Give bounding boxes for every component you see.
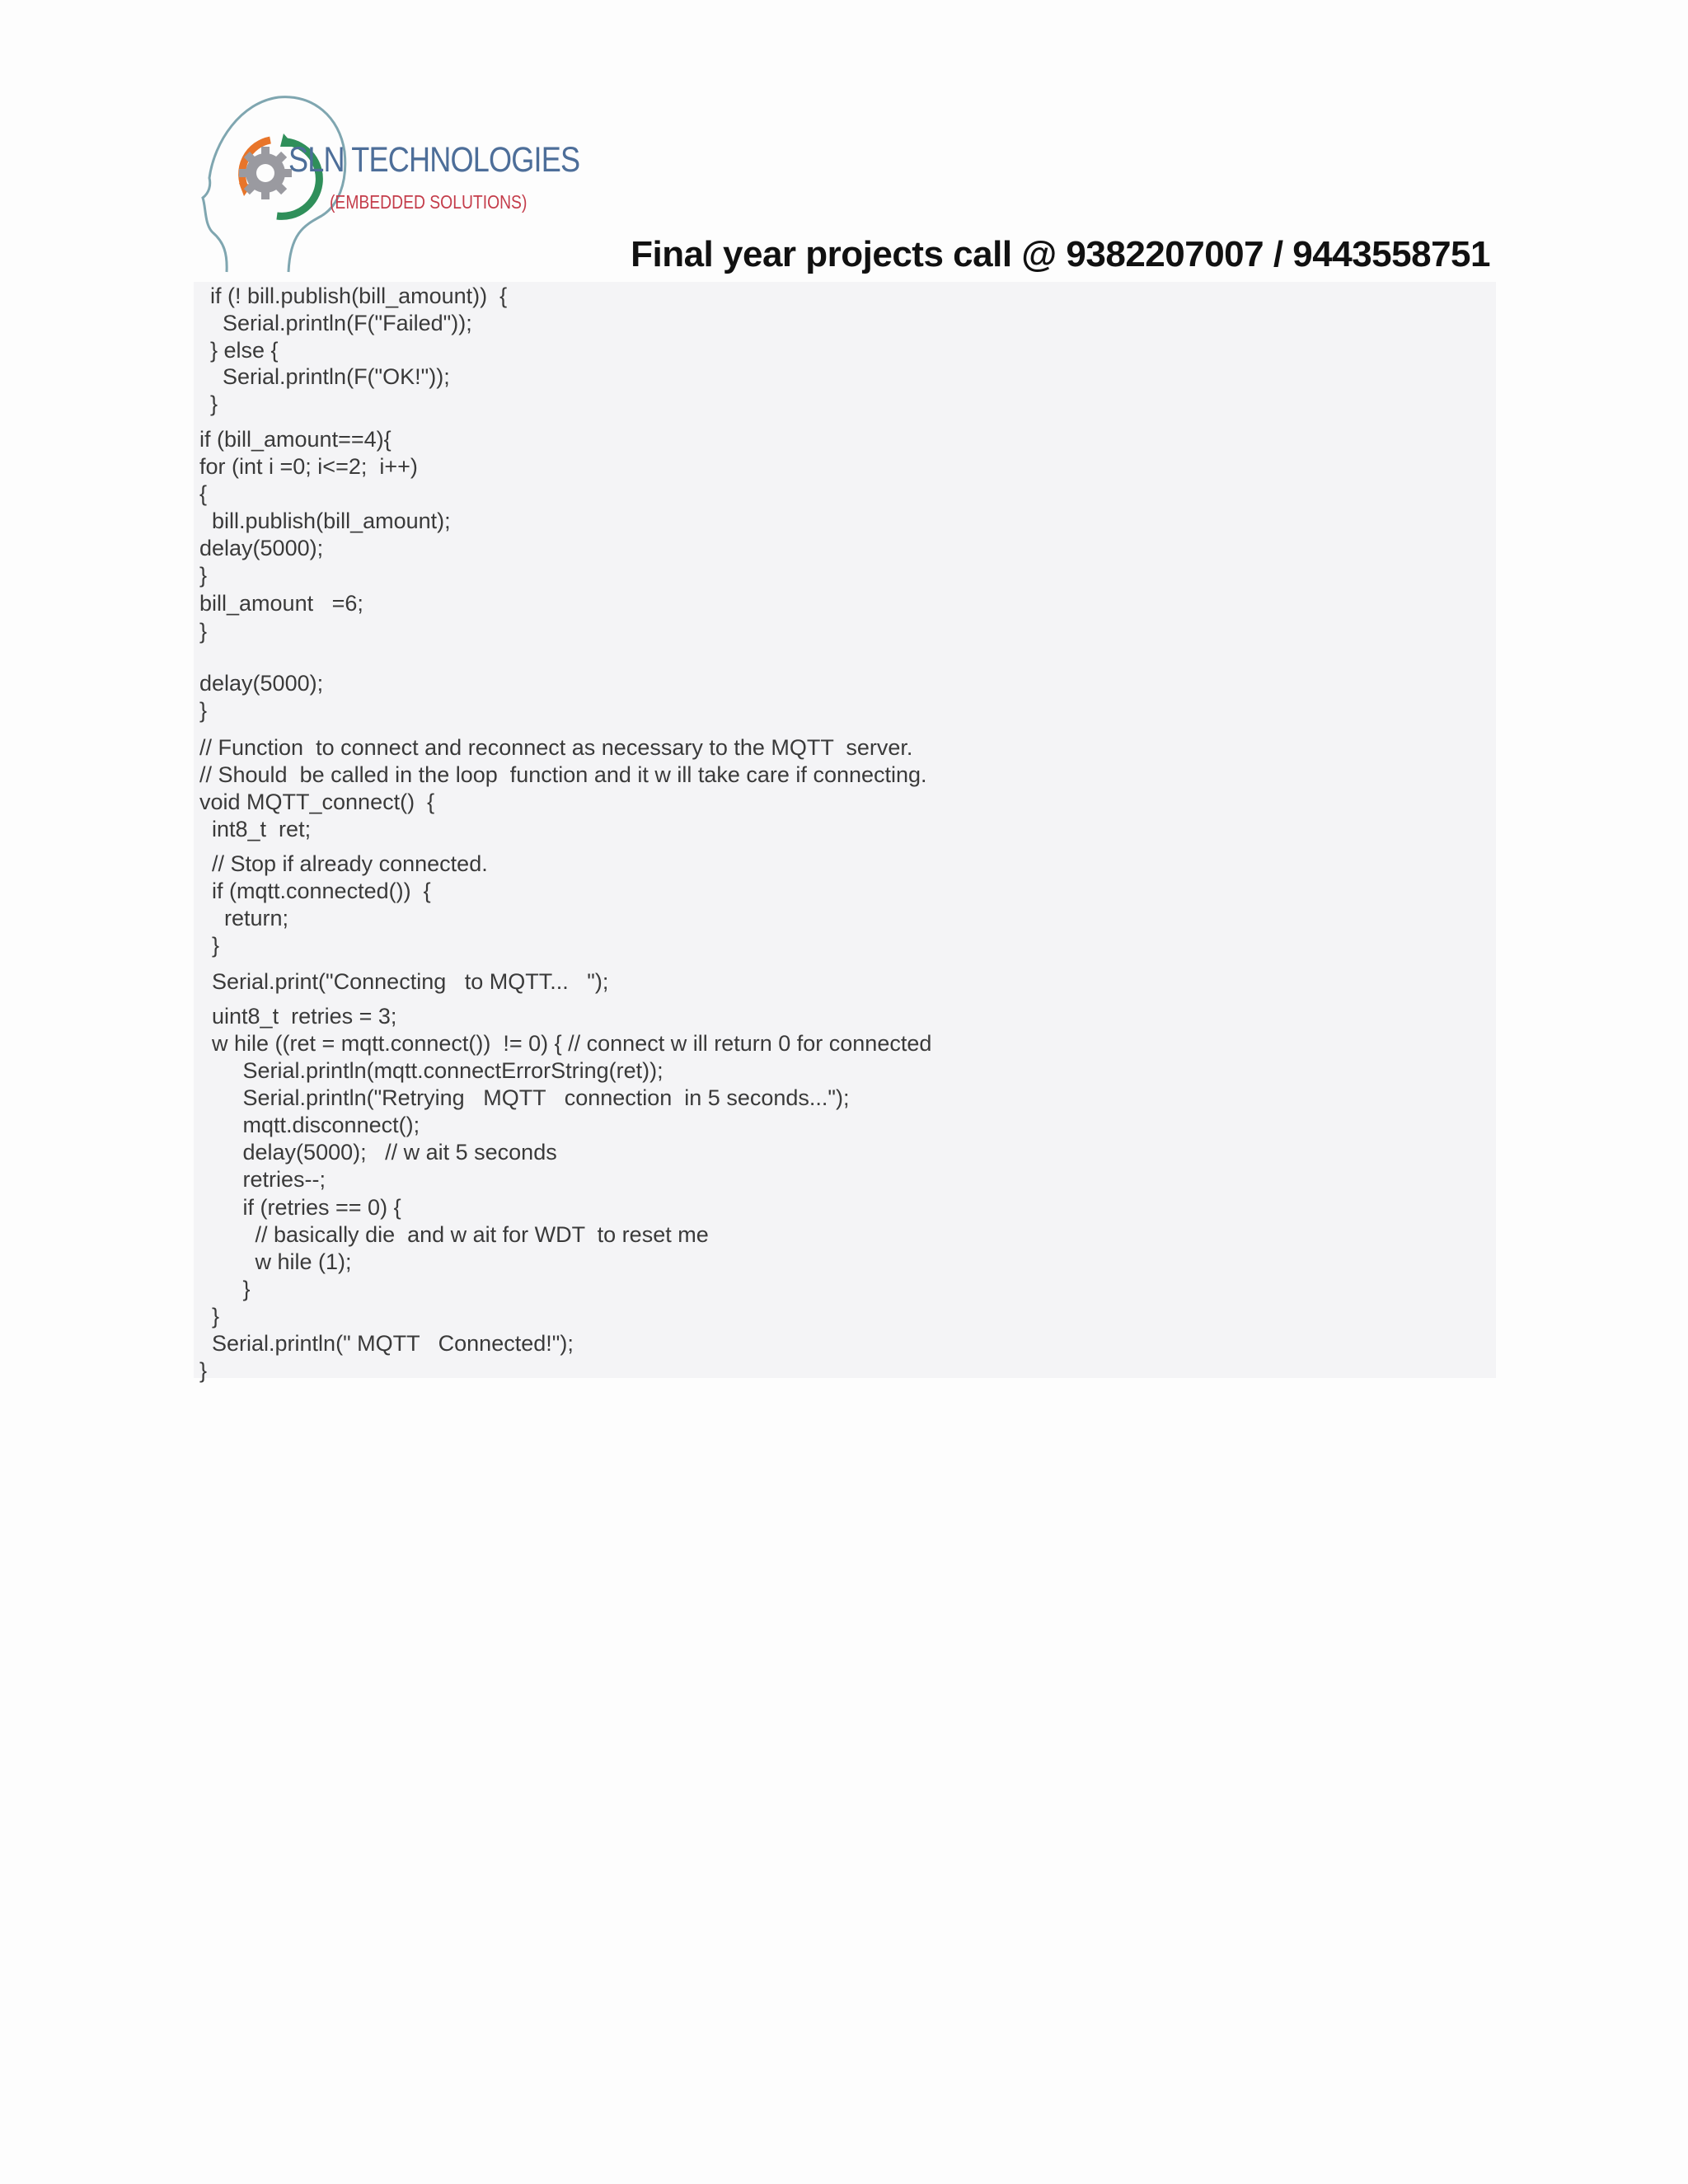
code-line: } [199,698,208,723]
code-line: Serial.print("Connecting to MQTT... "); [199,969,609,994]
code-line: Serial.println(F("Failed")); [198,311,472,335]
code-line: } [199,1304,220,1329]
code-line: bill_amount =6; [199,591,363,616]
code-line: for (int i =0; i<=2; i++) [199,454,418,479]
code-line: return; [199,906,289,930]
code-line: if (bill_amount==4){ [199,427,392,452]
code-line: // basically die and w ait for WDT to reset me [199,1222,709,1247]
code-line: } [199,563,208,588]
code-line: } [198,391,218,416]
code-line: } else { [198,338,279,363]
code-line: } [199,1277,251,1301]
code-line: } [199,1358,208,1383]
code-line: if (! bill.publish(bill_amount)) { [198,284,508,308]
code-line: delay(5000); [199,671,324,696]
company-logo [198,92,580,279]
code-line: Serial.println(" MQTT Connected!"); [199,1331,574,1356]
code-line: mqtt.disconnect(); [199,1113,420,1137]
code-line: // Should be called in the loop function and it w ill take care if connecting. [199,762,927,787]
logo-company-subtitle: (EMBEDDED SOLUTIONS) [330,191,528,213]
code-line: } [199,933,220,958]
code-line: retries--; [199,1167,326,1192]
code-line: void MQTT_connect() { [199,790,435,814]
code-line: delay(5000); [199,536,324,560]
code-line: Serial.println("Retrying MQTT connection in 5 seconds..."); [199,1085,850,1110]
code-line: delay(5000); // w ait 5 seconds [199,1140,557,1165]
code-line: if (retries == 0) { [199,1195,401,1220]
code-listing [194,282,1496,1383]
code-line: // Function to connect and reconnect as necessary to the MQTT server. [199,735,913,760]
code-line: uint8_t retries = 3; [199,1004,397,1029]
code-line: if (mqtt.connected()) { [199,879,431,903]
code-line: } [199,619,208,644]
code-line: Serial.println(F("OK!")); [198,364,450,389]
code-line: // Stop if already connected. [199,851,488,876]
code-line: bill.publish(bill_amount); [199,509,451,533]
logo-company-name: SLN TECHNOLOGIES [288,140,580,180]
head-gear-icon [198,92,528,279]
code-line: Serial.println(mqtt.connectErrorString(ret)); [199,1058,663,1083]
contact-tagline: Final year projects call @ 9382207007 / 9443558751 [631,234,1490,274]
code-line: w hile (1); [199,1249,352,1274]
code-line: { [199,481,208,506]
code-line: w hile ((ret = mqtt.connect()) != 0) { // connect w ill return 0 for connected [199,1031,932,1056]
code-line: int8_t ret; [199,817,312,841]
